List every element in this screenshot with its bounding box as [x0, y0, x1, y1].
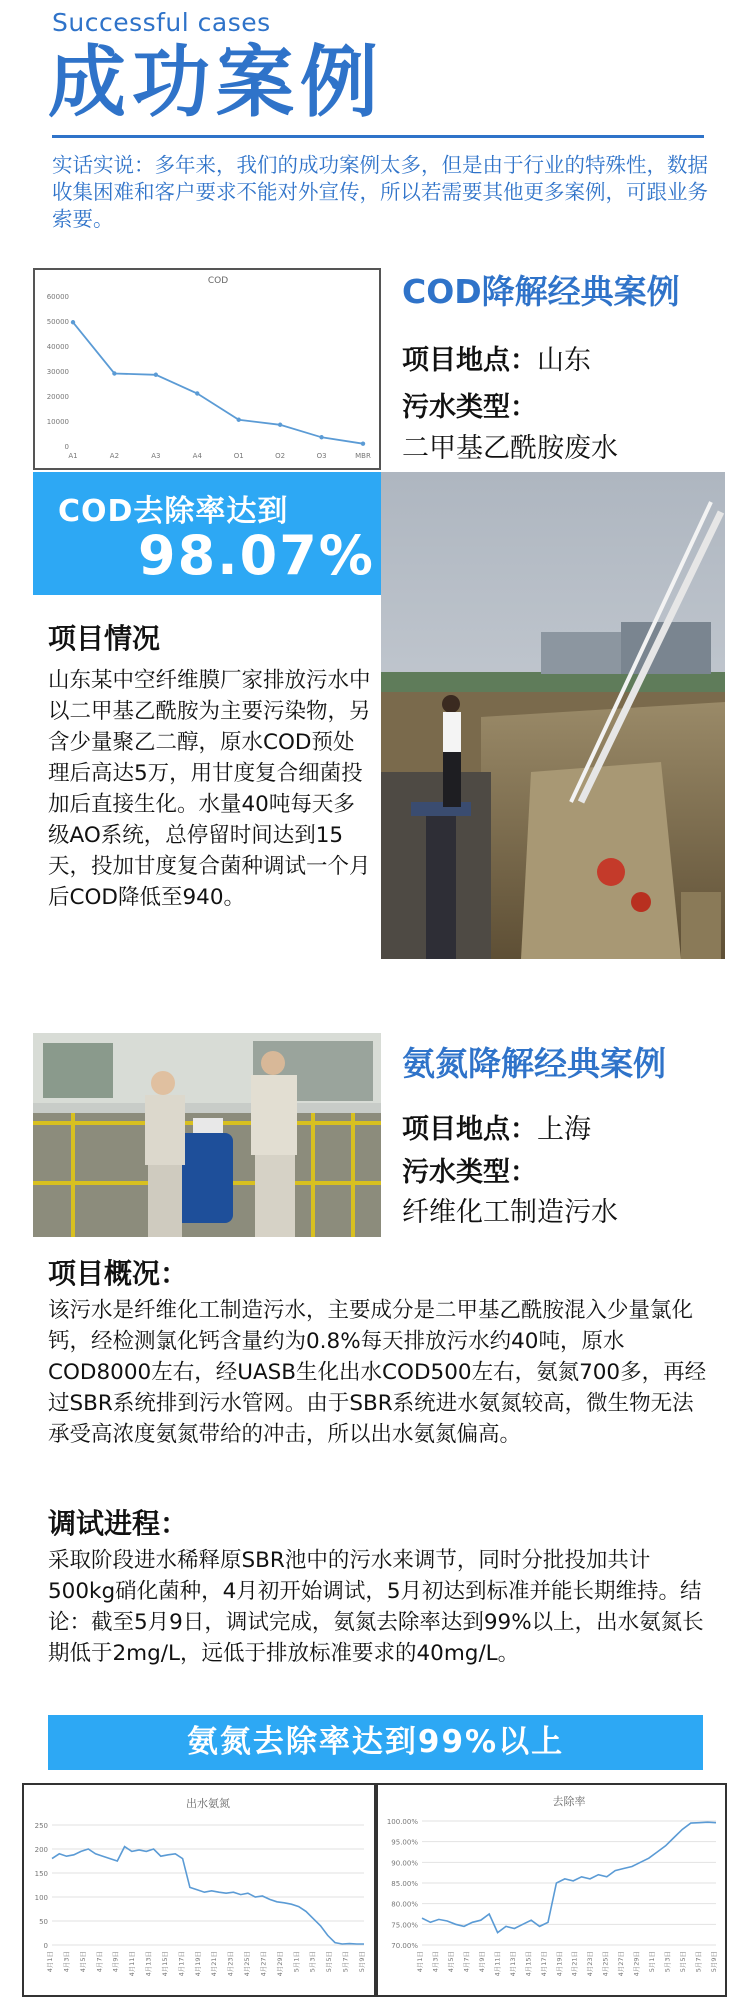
intro-text: 实话实说：多年来，我们的成功案例太多，但是由于行业的特殊性，数据收集困难和客户要求不能对外宣传，所以若需要其他更多案例，可跟业务索要。 — [52, 153, 708, 231]
x-tick-label: 4月29日 — [275, 1951, 284, 1977]
case1-section-title: 项目情况 — [48, 622, 161, 655]
y-tick-label: 250 — [34, 1822, 48, 1830]
x-tick-label: 4月19日 — [193, 1951, 202, 1977]
x-tick-label: 5月3日 — [663, 1951, 672, 1973]
data-point — [278, 423, 282, 427]
x-tick-label: 4月11日 — [493, 1951, 502, 1977]
removal-rate-chart — [376, 1783, 727, 1997]
x-tick-label: 4月29日 — [632, 1951, 641, 1977]
x-tick-label: 5月5日 — [325, 1951, 334, 1973]
cod-rate-label: COD去除率达到 — [58, 494, 289, 529]
y-tick-label: 95.00% — [391, 1838, 418, 1847]
x-tick-label: 4月7日 — [95, 1951, 104, 1973]
case2-type-value: 纤维化工制造污水 — [402, 1197, 618, 1228]
case2-overview-text: 该污水是纤维化工制造污水，主要成分是二甲基乙酰胺混入少量氯化钙，经检测氯化钙含量约为0.8%每天排放污水约40吨，原水COD8000左右，经UASB生化出水COD500左右，氨氮700多，再经过SBR系统排到污水管网。由于SBR系统进水氨氮较高，微生物无法承受高浓度氨氮带给的冲击，所以出水氨氮偏高。 — [48, 1298, 707, 1447]
y-tick-label: 0 — [43, 1942, 48, 1950]
data-point — [154, 373, 158, 377]
x-tick-label: 4月25日 — [601, 1951, 610, 1977]
chart-title: 去除率 — [552, 1795, 586, 1808]
case1-section-text: 山东某中空纤维膜厂家排放污水中以二甲基乙酰胺为主要污染物，另含少量聚乙二醇，原水COD预处理后高达5万，用甘度复合细菌投加后直接生化。水量40吨每天多级AO系统，总停留时间达到15天，投加甘度复合菌种调试一个月后COD降低至940。 — [48, 668, 371, 910]
data-point — [71, 320, 75, 324]
x-tick-label: O1 — [233, 452, 244, 460]
x-tick-label: O3 — [316, 452, 327, 460]
case2-overview-title: 项目概况： — [48, 1257, 189, 1290]
y-tick-label: 10000 — [46, 418, 69, 426]
x-tick-label: A2 — [109, 452, 120, 460]
y-tick-label: 40000 — [46, 343, 69, 351]
y-tick-label: 50 — [39, 1918, 48, 1926]
y-tick-label: 100 — [34, 1894, 48, 1902]
case2-location — [402, 1107, 591, 1146]
y-tick-label: 70.00% — [391, 1942, 418, 1950]
chart-title: 出水氨氮 — [186, 1797, 230, 1810]
x-tick-label: 4月23日 — [586, 1951, 595, 1977]
x-tick-label: 5月7日 — [341, 1951, 350, 1973]
x-tick-label: 4月13日 — [508, 1951, 517, 1977]
data-point — [361, 441, 365, 445]
effluent-ammonia-chart — [22, 1783, 376, 1997]
case2-location-value: 上海 — [537, 1114, 591, 1145]
x-tick-label: 4月5日 — [78, 1951, 87, 1973]
x-tick-label: A1 — [68, 452, 78, 460]
x-tick-label: 4月1日 — [46, 1951, 54, 1973]
case1-title: COD降解经典案例 — [402, 272, 680, 311]
y-tick-label: 100.00% — [386, 1818, 418, 1826]
y-tick-label: 90.00% — [391, 1859, 418, 1868]
x-tick-label: 4月27日 — [259, 1951, 268, 1977]
y-tick-label: 80.00% — [391, 1900, 418, 1909]
x-tick-label: 4月3日 — [62, 1951, 71, 1973]
x-tick-label: 5月1日 — [292, 1951, 301, 1973]
x-tick-label: 4月19日 — [555, 1951, 564, 1977]
y-tick-label: 85.00% — [391, 1880, 418, 1888]
x-tick-label: 4月25日 — [243, 1951, 252, 1977]
case2-title: 氨氮降解经典案例 — [402, 1044, 666, 1083]
x-tick-label: 5月3日 — [308, 1951, 317, 1973]
case2-progress-text: 采取阶段进水稀释原SBR池中的污水来调节，同时分批投加共计500kg硝化菌种，4月初开始调试，5月初达到标准并能长期维持。结论：截至5月9日，调试完成，氨氮去除率达到99%以上，出水氨氮长期低于2mg/L，远低于排放标准要求的40mg/L。 — [48, 1548, 704, 1666]
x-tick-label: 4月1日 — [416, 1951, 424, 1973]
case2-location-label: 项目地点： — [402, 1114, 537, 1145]
case2-progress-title: 调试进程： — [48, 1507, 189, 1540]
case1-location-value: 山东 — [537, 345, 591, 376]
series-line — [52, 1847, 364, 1944]
y-tick-label: 150 — [34, 1870, 48, 1878]
cod-chart — [33, 268, 381, 470]
y-tick-label: 75.00% — [391, 1921, 418, 1930]
x-tick-label: 5月5日 — [679, 1951, 688, 1973]
cod-rate-banner — [33, 472, 381, 595]
series-line — [73, 322, 363, 443]
x-tick-label: 4月5日 — [446, 1951, 455, 1973]
chart-title: COD — [207, 276, 229, 286]
case1-location — [402, 338, 591, 377]
data-point — [319, 435, 323, 439]
x-tick-label: 4月15日 — [160, 1951, 169, 1977]
data-point — [195, 391, 199, 395]
case1-type-value: 二甲基乙酰胺废水 — [402, 433, 618, 464]
case1-location-label: 项目地点： — [402, 345, 537, 376]
x-tick-label: O2 — [275, 452, 286, 460]
header-subtitle: Successful cases — [52, 8, 271, 37]
treatment-plant-photo — [381, 472, 725, 959]
x-tick-label: 4月21日 — [570, 1951, 579, 1977]
y-tick-label: 20000 — [46, 393, 69, 401]
y-tick-label: 60000 — [46, 293, 69, 301]
workers-photo — [33, 1033, 381, 1237]
y-tick-label: 200 — [34, 1846, 48, 1854]
x-tick-label: A3 — [151, 452, 161, 460]
header-divider — [52, 135, 704, 138]
ammonia-rate-banner: 氨氮去除率达到99%以上 — [48, 1715, 703, 1770]
x-tick-label: 4月15日 — [524, 1951, 533, 1977]
page-title: 成功案例 — [48, 38, 385, 128]
x-tick-label: 4月9日 — [111, 1951, 120, 1973]
x-tick-label: 4月27日 — [617, 1951, 626, 1977]
x-tick-label: A4 — [192, 452, 202, 460]
x-tick-label: 4月3日 — [431, 1951, 440, 1973]
x-tick-label: 4月13日 — [144, 1951, 153, 1977]
x-tick-label: 5月9日 — [710, 1951, 718, 1973]
y-tick-label: 30000 — [46, 368, 69, 376]
x-tick-label: 4月17日 — [539, 1951, 548, 1977]
x-tick-label: MBR — [355, 452, 371, 460]
data-point — [237, 418, 241, 422]
effluent-ammonia-chart-svg — [24, 1785, 374, 1995]
x-tick-label: 4月21日 — [210, 1951, 219, 1977]
data-point — [112, 371, 116, 375]
x-tick-label: 4月7日 — [462, 1951, 471, 1973]
cod-rate-value: 98.07% — [138, 524, 375, 587]
series-line — [422, 1822, 716, 1932]
y-tick-label: 0 — [64, 443, 69, 451]
removal-rate-chart-svg — [378, 1785, 725, 1995]
x-tick-label: 4月11日 — [128, 1951, 137, 1977]
case1-type-label: 污水类型： — [402, 392, 537, 423]
x-tick-label: 5月1日 — [648, 1951, 657, 1973]
cod-chart-svg — [35, 270, 379, 468]
x-tick-label: 4月23日 — [226, 1951, 235, 1977]
x-tick-label: 4月17日 — [177, 1951, 186, 1977]
x-tick-label: 4月9日 — [477, 1951, 486, 1973]
x-tick-label: 5月7日 — [694, 1951, 703, 1973]
case2-type-label: 污水类型： — [402, 1157, 537, 1188]
x-tick-label: 5月9日 — [358, 1951, 366, 1973]
y-tick-label: 50000 — [46, 318, 69, 326]
